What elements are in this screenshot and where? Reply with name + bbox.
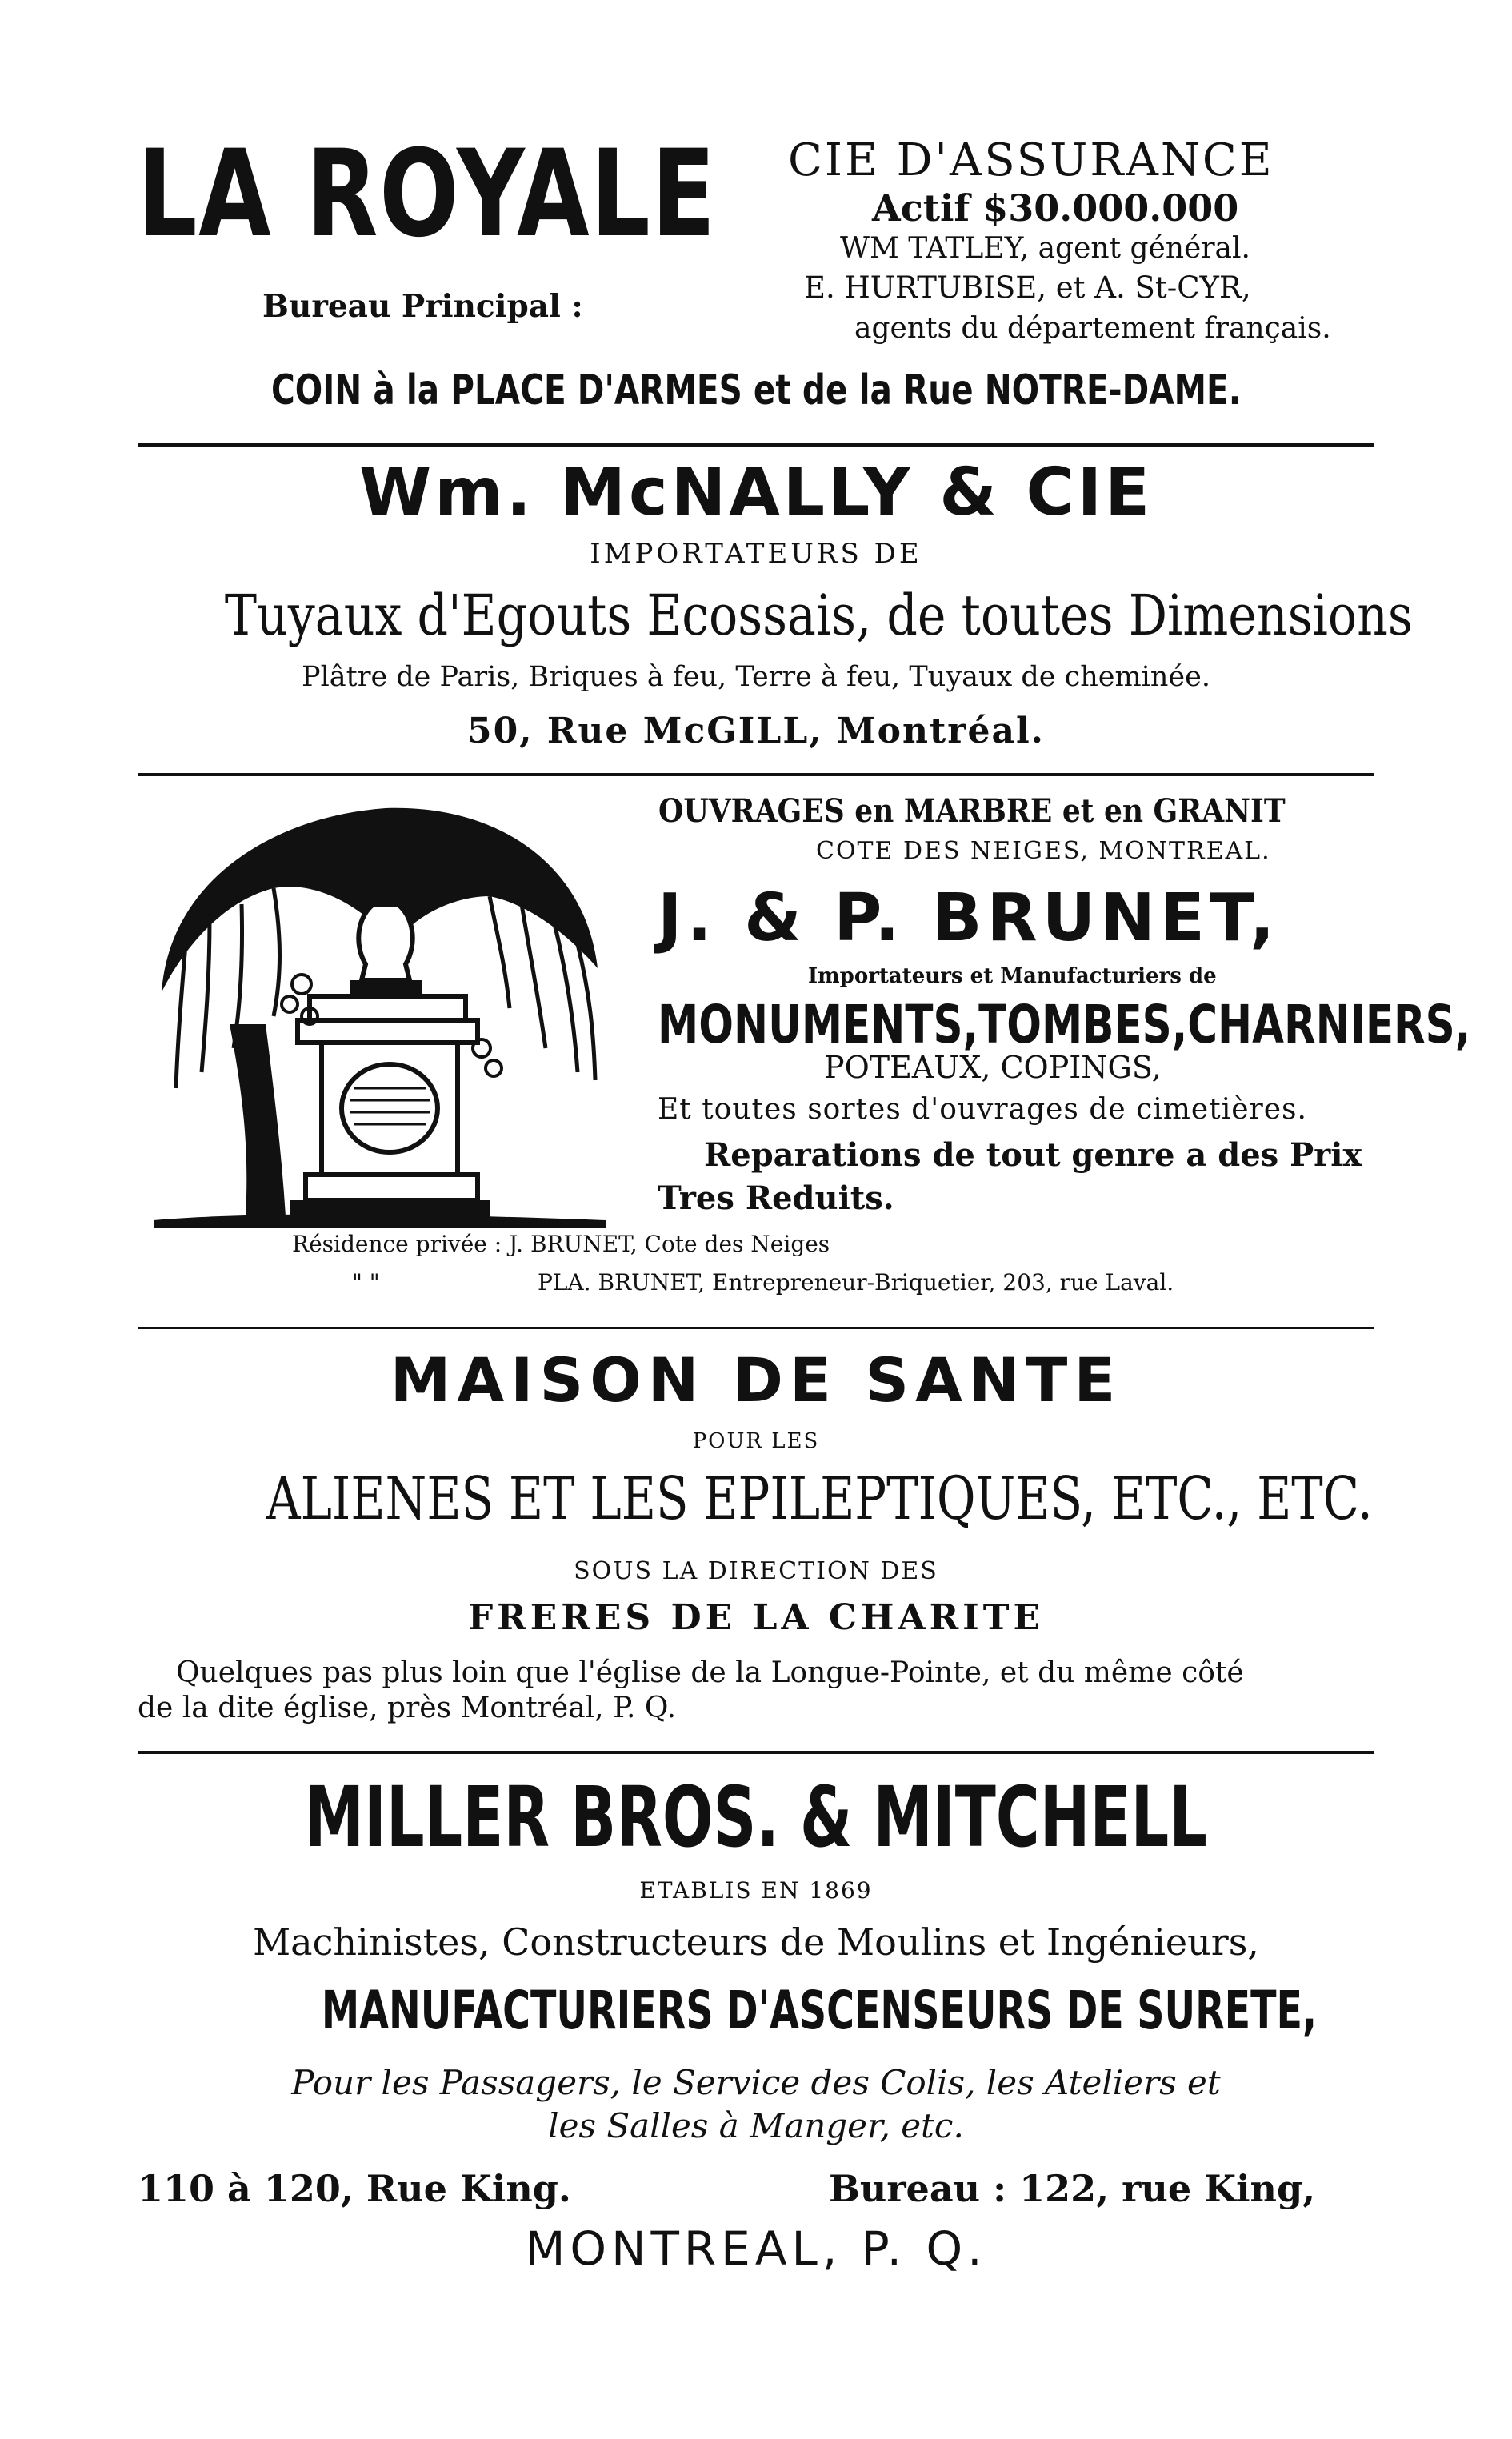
mcnally-address: 50, Rue McGILL, Montréal. <box>467 711 1045 751</box>
willow-tomb-illustration <box>154 784 610 1232</box>
divider-4 <box>138 1751 1374 1754</box>
miller-city: MONTREAL, P. Q. <box>525 2221 987 2276</box>
sante-title: MAISON DE SANTE <box>390 1344 1122 1416</box>
brunet-line2: COTE DES NEIGES, MONTREAL. <box>816 837 1271 865</box>
sante-pour: POUR LES <box>692 1429 820 1453</box>
royale-agents-line1: E. HURTUBISE, et A. St-CYR, <box>804 270 1251 305</box>
mcnally-headline-text: Tuyaux d'Egouts Ecossais, de toutes Dimensions <box>224 583 1413 648</box>
mcnally-subtitle: IMPORTATEURS DE <box>590 538 922 570</box>
brunet-residence1: Résidence privée : J. BRUNET, Cote des Neiges <box>292 1231 830 1257</box>
royale-agents-line2: agents du département français. <box>854 312 1331 345</box>
royale-company: CIE D'ASSURANCE <box>788 134 1274 186</box>
mcnally-title: Wm. McNALLY & CIE <box>358 455 1154 531</box>
divider-3 <box>138 1327 1374 1329</box>
brunet-residence2-mark: " " <box>352 1269 380 1296</box>
royale-address-text: COIN à la PLACE D'ARMES et de la Rue NOTRE-DAME. <box>270 366 1242 415</box>
sante-body1: Quelques pas plus loin que l'église de la Longue-Pointe, et du même côté <box>176 1656 1244 1689</box>
brunet-subtitle: Importateurs et Manufacturiers de <box>808 964 1217 988</box>
brunet-line1 <box>658 792 1355 830</box>
royale-assets: Actif $30.000.000 <box>872 186 1239 230</box>
brunet-line3: POTEAUX, COPINGS, <box>824 1050 1162 1085</box>
brunet-title: J. & P. BRUNET, <box>658 880 1280 956</box>
miller-title <box>128 1768 1384 1866</box>
royale-bureau-label: Bureau Principal : <box>262 288 583 325</box>
miller-established: ETABLIS EN 1869 <box>639 1877 873 1904</box>
miller-italic1: Pour les Passagers, le Service des Colis, les Ateliers et <box>291 2063 1221 2102</box>
sante-freres: FRERES DE LA CHARITE <box>467 1597 1045 1638</box>
divider-1 <box>138 443 1374 447</box>
sante-headline-text: ALIENES ET LES EPILEPTIQUES, ETC., ETC. <box>266 1464 1373 1533</box>
royale-address <box>128 366 1384 415</box>
miller-headline <box>128 1980 1384 2041</box>
brunet-line4: Et toutes sortes d'ouvrages de cimetières. <box>658 1093 1307 1126</box>
royale-agent-general: WM TATLEY, agent général. <box>840 232 1250 265</box>
brunet-headline <box>658 994 1512 1055</box>
miller-address-right: Bureau : 122, rue King, <box>829 2167 1316 2210</box>
brunet-line6: Tres Reduits. <box>658 1179 894 1217</box>
mcnally-products: Plâtre de Paris, Briques à feu, Terre à feu, Tuyaux de cheminée. <box>302 661 1210 693</box>
brunet-line1-text: OUVRAGES en MARBRE et en GRANIT <box>658 792 1286 830</box>
miller-address-left: 110 à 120, Rue King. <box>138 2167 571 2210</box>
miller-italic2: les Salles à Manger, etc. <box>548 2106 964 2145</box>
brunet-residence2: PLA. BRUNET, Entrepreneur-Briquetier, 203, rue Laval. <box>538 1269 1174 1296</box>
brunet-headline-text: MONUMENTS,TOMBES,CHARNIERS, <box>658 994 1471 1055</box>
miller-title-text: MILLER BROS. & MITCHELL <box>304 1768 1208 1866</box>
sante-direction: SOUS LA DIRECTION DES <box>574 1557 938 1585</box>
divider-2 <box>138 773 1374 776</box>
brunet-line5: Reparations de tout genre a des Prix <box>704 1136 1362 1174</box>
miller-headline-text: MANUFACTURIERS D'ASCENSEURS DE SURETE, <box>321 1980 1318 2041</box>
sante-body2: de la dite église, près Montréal, P. Q. <box>138 1692 677 1724</box>
sante-headline <box>128 1464 1384 1533</box>
royale-title: LA ROYALE <box>138 125 717 264</box>
mcnally-headline <box>128 583 1413 648</box>
miller-line1: Machinistes, Constructeurs de Moulins et Ingénieurs, <box>253 1920 1259 1964</box>
